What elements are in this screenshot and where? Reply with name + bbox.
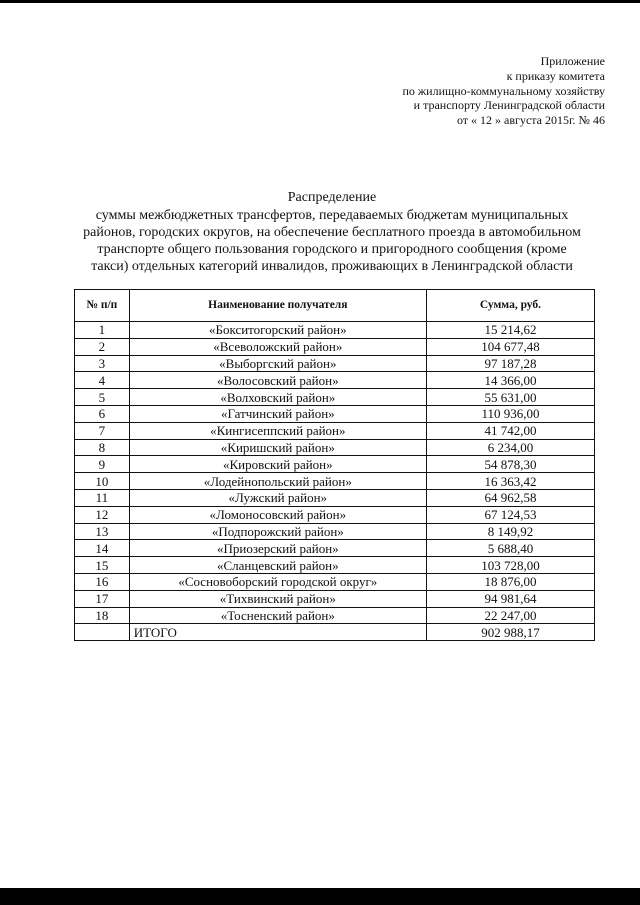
table-row [75, 573, 595, 590]
title-line-3: транспорте общего пользования городского и пригородного сообщения (кроме [97, 242, 567, 257]
row-sum: 55 631,00 [426, 389, 594, 406]
row-sum: 67 124,53 [426, 506, 594, 523]
row-sum: 18 876,00 [426, 573, 594, 590]
row-sum: 6 234,00 [426, 439, 594, 456]
row-num: 14 [75, 540, 130, 557]
row-name: «Выборгский район» [129, 355, 426, 372]
row-num: 17 [75, 590, 130, 607]
row-num: 7 [75, 422, 130, 439]
row-num: 2 [75, 338, 130, 355]
title-line-1: суммы межбюджетных трансфертов, передаваемых бюджетам муниципальных [95, 208, 569, 223]
approval-line-1: Приложение [540, 54, 605, 68]
table-row [75, 338, 595, 355]
document-title [60, 189, 604, 275]
table-row [75, 540, 595, 557]
row-name: «Киришский район» [129, 439, 426, 456]
row-name: «Лодейнопольский район» [129, 473, 426, 490]
row-num: 1 [75, 322, 130, 339]
row-name: «Подпорожский район» [129, 523, 426, 540]
row-name: «Тосненский район» [129, 607, 426, 624]
row-num: 15 [75, 557, 130, 574]
row-name: «Бокситогорский район» [129, 322, 426, 339]
table-body [75, 322, 595, 624]
row-sum: 5 688,40 [426, 540, 594, 557]
title-heading: Распределение [287, 190, 377, 205]
row-name: «Кингисеппский район» [129, 422, 426, 439]
row-name: «Волховский район» [129, 389, 426, 406]
row-num: 16 [75, 573, 130, 590]
row-num: 11 [75, 489, 130, 506]
row-name: «Лужский район» [129, 489, 426, 506]
row-num: 13 [75, 523, 130, 540]
table-header-row [75, 290, 595, 322]
row-sum: 103 728,00 [426, 557, 594, 574]
row-num: 10 [75, 473, 130, 490]
row-sum: 54 878,30 [426, 456, 594, 473]
table-row [75, 389, 595, 406]
total-sum: 902 988,17 [426, 624, 594, 641]
row-name: «Сланцевский район» [129, 557, 426, 574]
row-num: 3 [75, 355, 130, 372]
approval-stamp [402, 54, 605, 128]
row-name: «Кировский район» [129, 456, 426, 473]
row-name: «Тихвинский район» [129, 590, 426, 607]
header-sum: Сумма, руб. [426, 290, 594, 322]
row-num: 18 [75, 607, 130, 624]
table-row [75, 322, 595, 339]
table-row [75, 590, 595, 607]
table-row [75, 506, 595, 523]
table-row [75, 456, 595, 473]
table-row [75, 489, 595, 506]
table-row [75, 422, 595, 439]
scan-bottom-edge [0, 888, 640, 905]
row-sum: 16 363,42 [426, 473, 594, 490]
header-num: № п/п [75, 290, 130, 322]
table-row [75, 405, 595, 422]
total-row [75, 624, 595, 641]
row-num: 8 [75, 439, 130, 456]
approval-line-4: и транспорту Ленинградской области [413, 98, 605, 113]
row-num: 5 [75, 389, 130, 406]
row-sum: 110 936,00 [426, 405, 594, 422]
row-sum: 41 742,00 [426, 422, 594, 439]
row-name: «Приозерский район» [129, 540, 426, 557]
row-sum: 64 962,58 [426, 489, 594, 506]
table-row [75, 523, 595, 540]
row-sum: 14 366,00 [426, 372, 594, 389]
approval-line-3: по жилищно-коммунальному хозяйству [402, 83, 605, 98]
table-row [75, 439, 595, 456]
distribution-table [74, 289, 595, 641]
total-num-cell [75, 624, 130, 641]
approval-line-5: от « 12 » августа 2015г. № 46 [456, 113, 605, 128]
scan-top-edge [0, 0, 640, 3]
table-row [75, 473, 595, 490]
row-sum: 97 187,28 [426, 355, 594, 372]
row-name: «Ломоносовский район» [129, 506, 426, 523]
row-name: «Волосовский район» [129, 372, 426, 389]
row-name: «Гатчинский район» [129, 405, 426, 422]
table-row [75, 557, 595, 574]
title-line-2: районов, городских округов, на обеспечение бесплатного проезда в автомобильном [83, 225, 581, 240]
row-num: 4 [75, 372, 130, 389]
row-num: 12 [75, 506, 130, 523]
table-row [75, 355, 595, 372]
header-name: Наименование получателя [129, 290, 426, 322]
row-sum: 104 677,48 [426, 338, 594, 355]
row-name: «Сосновоборский городской округ» [129, 573, 426, 590]
row-sum: 94 981,64 [426, 590, 594, 607]
approval-line-2: к приказу комитета [506, 68, 605, 83]
table-row [75, 372, 595, 389]
row-name: «Всеволожский район» [129, 338, 426, 355]
row-sum: 22 247,00 [426, 607, 594, 624]
total-label: ИТОГО [129, 624, 426, 641]
title-line-4: такси) отдельных категорий инвалидов, проживающих в Ленинградской области [91, 259, 573, 274]
row-num: 9 [75, 456, 130, 473]
row-sum: 8 149,92 [426, 523, 594, 540]
row-num: 6 [75, 405, 130, 422]
table-row [75, 607, 595, 624]
row-sum: 15 214,62 [426, 322, 594, 339]
